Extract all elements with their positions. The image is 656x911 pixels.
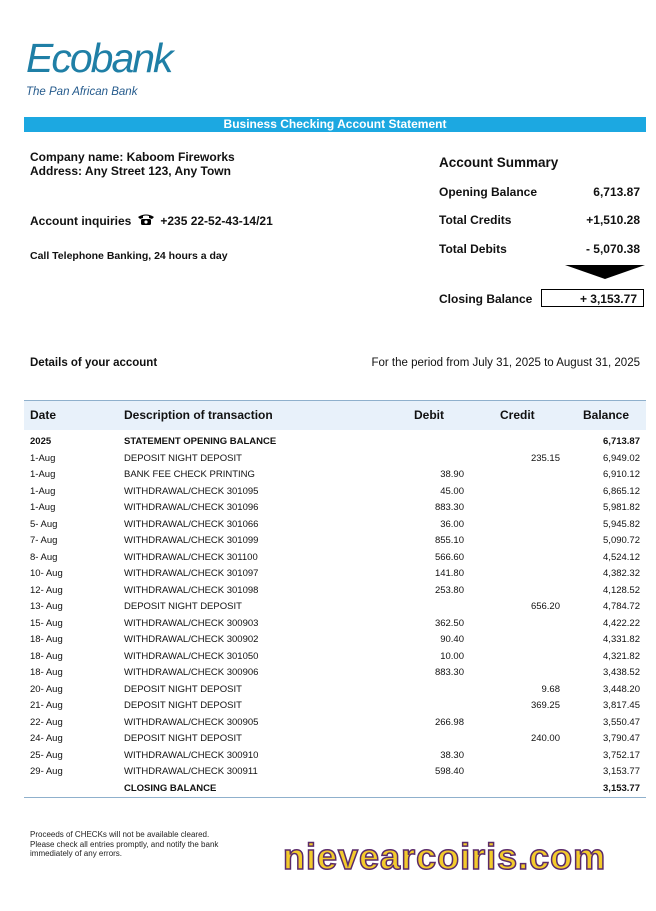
cell-date: 5- Aug <box>30 518 58 530</box>
statement-title-banner: Business Checking Account Statement <box>24 117 646 132</box>
cell-balance: 5,945.82 <box>603 518 640 530</box>
table-row <box>24 616 646 633</box>
cell-description: BANK FEE CHECK PRINTING <box>124 469 255 480</box>
cell-date: 18- Aug <box>30 650 63 662</box>
total-debits-value: - 5,070.38 <box>585 242 640 256</box>
cell-date: 18- Aug <box>30 667 63 678</box>
footer-note: Proceeds of CHECKs will not be available cleared. Please check all entries promptly, and notify the bank immediately of any errors. <box>30 830 219 858</box>
table-row <box>24 599 646 616</box>
header-date: Date <box>30 408 57 422</box>
table-row <box>24 434 646 451</box>
cell-date: 21- Aug <box>30 700 63 711</box>
cell-date: 18- Aug <box>30 634 63 645</box>
cell-description: WITHDRAWAL/CHECK 301066 <box>124 518 259 530</box>
table-row <box>24 550 646 567</box>
cell-description: WITHDRAWAL/CHECK 301098 <box>124 584 259 596</box>
cell-debit: 10.00 <box>440 650 464 662</box>
total-credits-label: Total Credits <box>439 213 512 227</box>
table-row <box>24 781 646 798</box>
cell-description: WITHDRAWAL/CHECK 300903 <box>124 617 259 629</box>
cell-debit: 362.50 <box>434 617 464 629</box>
header-balance: Balance <box>583 408 630 422</box>
cell-description: WITHDRAWAL/CHECK 301097 <box>124 568 259 579</box>
cell-balance: 3,817.45 <box>603 700 640 711</box>
cell-description: DEPOSIT NIGHT DEPOSIT <box>124 601 242 612</box>
bank-tagline: The Pan African Bank <box>26 86 138 98</box>
cell-credit: 369.25 <box>530 700 560 711</box>
cell-credit: 235.15 <box>530 452 560 464</box>
cell-date: 20- Aug <box>30 683 63 695</box>
cell-description: WITHDRAWAL/CHECK 301096 <box>124 502 259 513</box>
cell-description: WITHDRAWAL/CHECK 301099 <box>124 535 259 546</box>
cell-debit: 38.30 <box>440 749 464 761</box>
closing-balance-label: Closing Balance <box>439 292 533 306</box>
cell-balance: 6,865.12 <box>603 485 640 497</box>
table-row <box>24 731 646 748</box>
table-row <box>24 715 646 732</box>
cell-description: STATEMENT OPENING BALANCE <box>124 436 277 447</box>
company-address: Address: Any Street 123, Any Town <box>30 164 231 178</box>
cell-description: DEPOSIT NIGHT DEPOSIT <box>124 683 242 695</box>
cell-balance: 6,910.12 <box>603 469 640 480</box>
watermark: nievearcoiris.com <box>283 836 607 877</box>
cell-balance: 3,438.52 <box>603 667 640 678</box>
cell-debit: 883.30 <box>434 667 464 678</box>
cell-credit: 240.00 <box>530 733 560 744</box>
table-row <box>24 764 646 781</box>
inquiries-phone: +235 22-52-43-14/21 <box>160 214 273 228</box>
telephone-icon <box>137 213 155 229</box>
cell-balance: 6,949.02 <box>603 452 640 464</box>
cell-debit: 36.00 <box>440 518 464 530</box>
table-row <box>24 698 646 715</box>
cell-balance: 3,752.17 <box>603 749 640 761</box>
cell-balance: 3,550.47 <box>603 716 640 728</box>
cell-debit: 855.10 <box>434 535 464 546</box>
table-row <box>24 484 646 501</box>
cell-description: WITHDRAWAL/CHECK 300910 <box>124 749 259 761</box>
cell-balance: 5,090.72 <box>603 535 640 546</box>
cell-description: WITHDRAWAL/CHECK 300905 <box>124 716 259 728</box>
cell-debit: 598.40 <box>434 766 464 777</box>
total-debits-label: Total Debits <box>439 242 507 256</box>
cell-date: 24- Aug <box>30 733 63 744</box>
cell-balance: 4,524.12 <box>603 551 640 563</box>
cell-date: 7- Aug <box>30 535 58 546</box>
opening-balance-label: Opening Balance <box>439 185 538 199</box>
cell-description: DEPOSIT NIGHT DEPOSIT <box>124 700 242 711</box>
cell-balance: 4,128.52 <box>603 584 640 596</box>
cell-date: 10- Aug <box>30 568 63 579</box>
cell-debit: 266.98 <box>434 716 464 728</box>
cell-description: WITHDRAWAL/CHECK 300911 <box>124 766 258 777</box>
cell-date: 22- Aug <box>30 716 63 728</box>
table-row <box>24 665 646 682</box>
header-credit: Credit <box>500 408 535 422</box>
cell-date: 15- Aug <box>30 617 63 629</box>
cell-description: DEPOSIT NIGHT DEPOSIT <box>124 452 242 464</box>
cell-description: WITHDRAWAL/CHECK 301095 <box>124 485 259 497</box>
table-row <box>24 682 646 699</box>
cell-date: 1-Aug <box>30 452 56 464</box>
cell-debit: 253.80 <box>434 584 464 596</box>
table-header <box>24 400 646 430</box>
total-credits-value: +1,510.28 <box>586 213 640 227</box>
table-row <box>24 451 646 468</box>
closing-balance-value: + 3,153.77 <box>541 289 644 307</box>
cell-description: WITHDRAWAL/CHECK 300906 <box>124 667 259 678</box>
cell-date: 13- Aug <box>30 601 63 612</box>
transaction-table-body <box>24 434 646 797</box>
cell-debit: 90.40 <box>440 634 464 645</box>
cell-description: WITHDRAWAL/CHECK 301100 <box>124 551 258 563</box>
cell-date: 12- Aug <box>30 584 63 596</box>
cell-description: DEPOSIT NIGHT DEPOSIT <box>124 733 242 744</box>
company-name: Company name: Kaboom Fireworks <box>30 150 235 164</box>
cell-balance: 4,331.82 <box>603 634 640 645</box>
statement-period: For the period from July 31, 2025 to August 31, 2025 <box>371 357 640 369</box>
inquiries-label: Account inquiries <box>30 214 132 228</box>
bank-logo: Ecobank <box>26 35 172 81</box>
header-debit: Debit <box>414 408 444 422</box>
cell-description: WITHDRAWAL/CHECK 301050 <box>124 650 259 662</box>
table-row <box>24 583 646 600</box>
cell-balance: 4,784.72 <box>603 601 640 612</box>
cell-balance: 4,382.32 <box>603 568 640 579</box>
cell-balance: 3,153.77 <box>603 782 640 794</box>
cell-date: 1-Aug <box>30 485 56 497</box>
table-row <box>24 500 646 517</box>
summary-title: Account Summary <box>439 155 559 170</box>
table-row <box>24 533 646 550</box>
table-row <box>24 748 646 765</box>
cell-date: 25- Aug <box>30 749 63 761</box>
cell-balance: 4,422.22 <box>603 617 640 629</box>
cell-credit: 9.68 <box>541 683 560 695</box>
cell-date: 8- Aug <box>30 551 58 563</box>
table-row <box>24 649 646 666</box>
account-inquiries <box>30 213 273 229</box>
table-row <box>24 632 646 649</box>
header-description: Description of transaction <box>124 408 273 422</box>
details-label: Details of your account <box>30 357 158 369</box>
opening-balance-value: 6,713.87 <box>593 185 640 199</box>
cell-balance: 6,713.87 <box>603 436 640 447</box>
cell-date: 2025 <box>30 436 52 447</box>
telebanking-note: Call Telephone Banking, 24 hours a day <box>30 250 228 262</box>
cell-debit: 45.00 <box>440 485 464 497</box>
cell-date: 29- Aug <box>30 766 63 777</box>
table-row <box>24 467 646 484</box>
cell-balance: 3,448.20 <box>603 683 640 695</box>
table-bottom-rule <box>24 797 646 798</box>
table-row <box>24 517 646 534</box>
cell-debit: 883.30 <box>434 502 464 513</box>
down-arrow-icon <box>565 265 645 279</box>
cell-description: CLOSING BALANCE <box>124 782 217 794</box>
table-row <box>24 566 646 583</box>
cell-balance: 5,981.82 <box>603 502 640 513</box>
cell-balance: 3,790.47 <box>603 733 640 744</box>
cell-date: 1-Aug <box>30 502 56 513</box>
cell-balance: 4,321.82 <box>603 650 640 662</box>
cell-debit: 141.80 <box>434 568 464 579</box>
cell-credit: 656.20 <box>530 601 560 612</box>
cell-date: 1-Aug <box>30 469 56 480</box>
cell-debit: 38.90 <box>440 469 464 480</box>
cell-balance: 3,153.77 <box>603 766 640 777</box>
cell-debit: 566.60 <box>434 551 464 563</box>
cell-description: WITHDRAWAL/CHECK 300902 <box>124 634 259 645</box>
